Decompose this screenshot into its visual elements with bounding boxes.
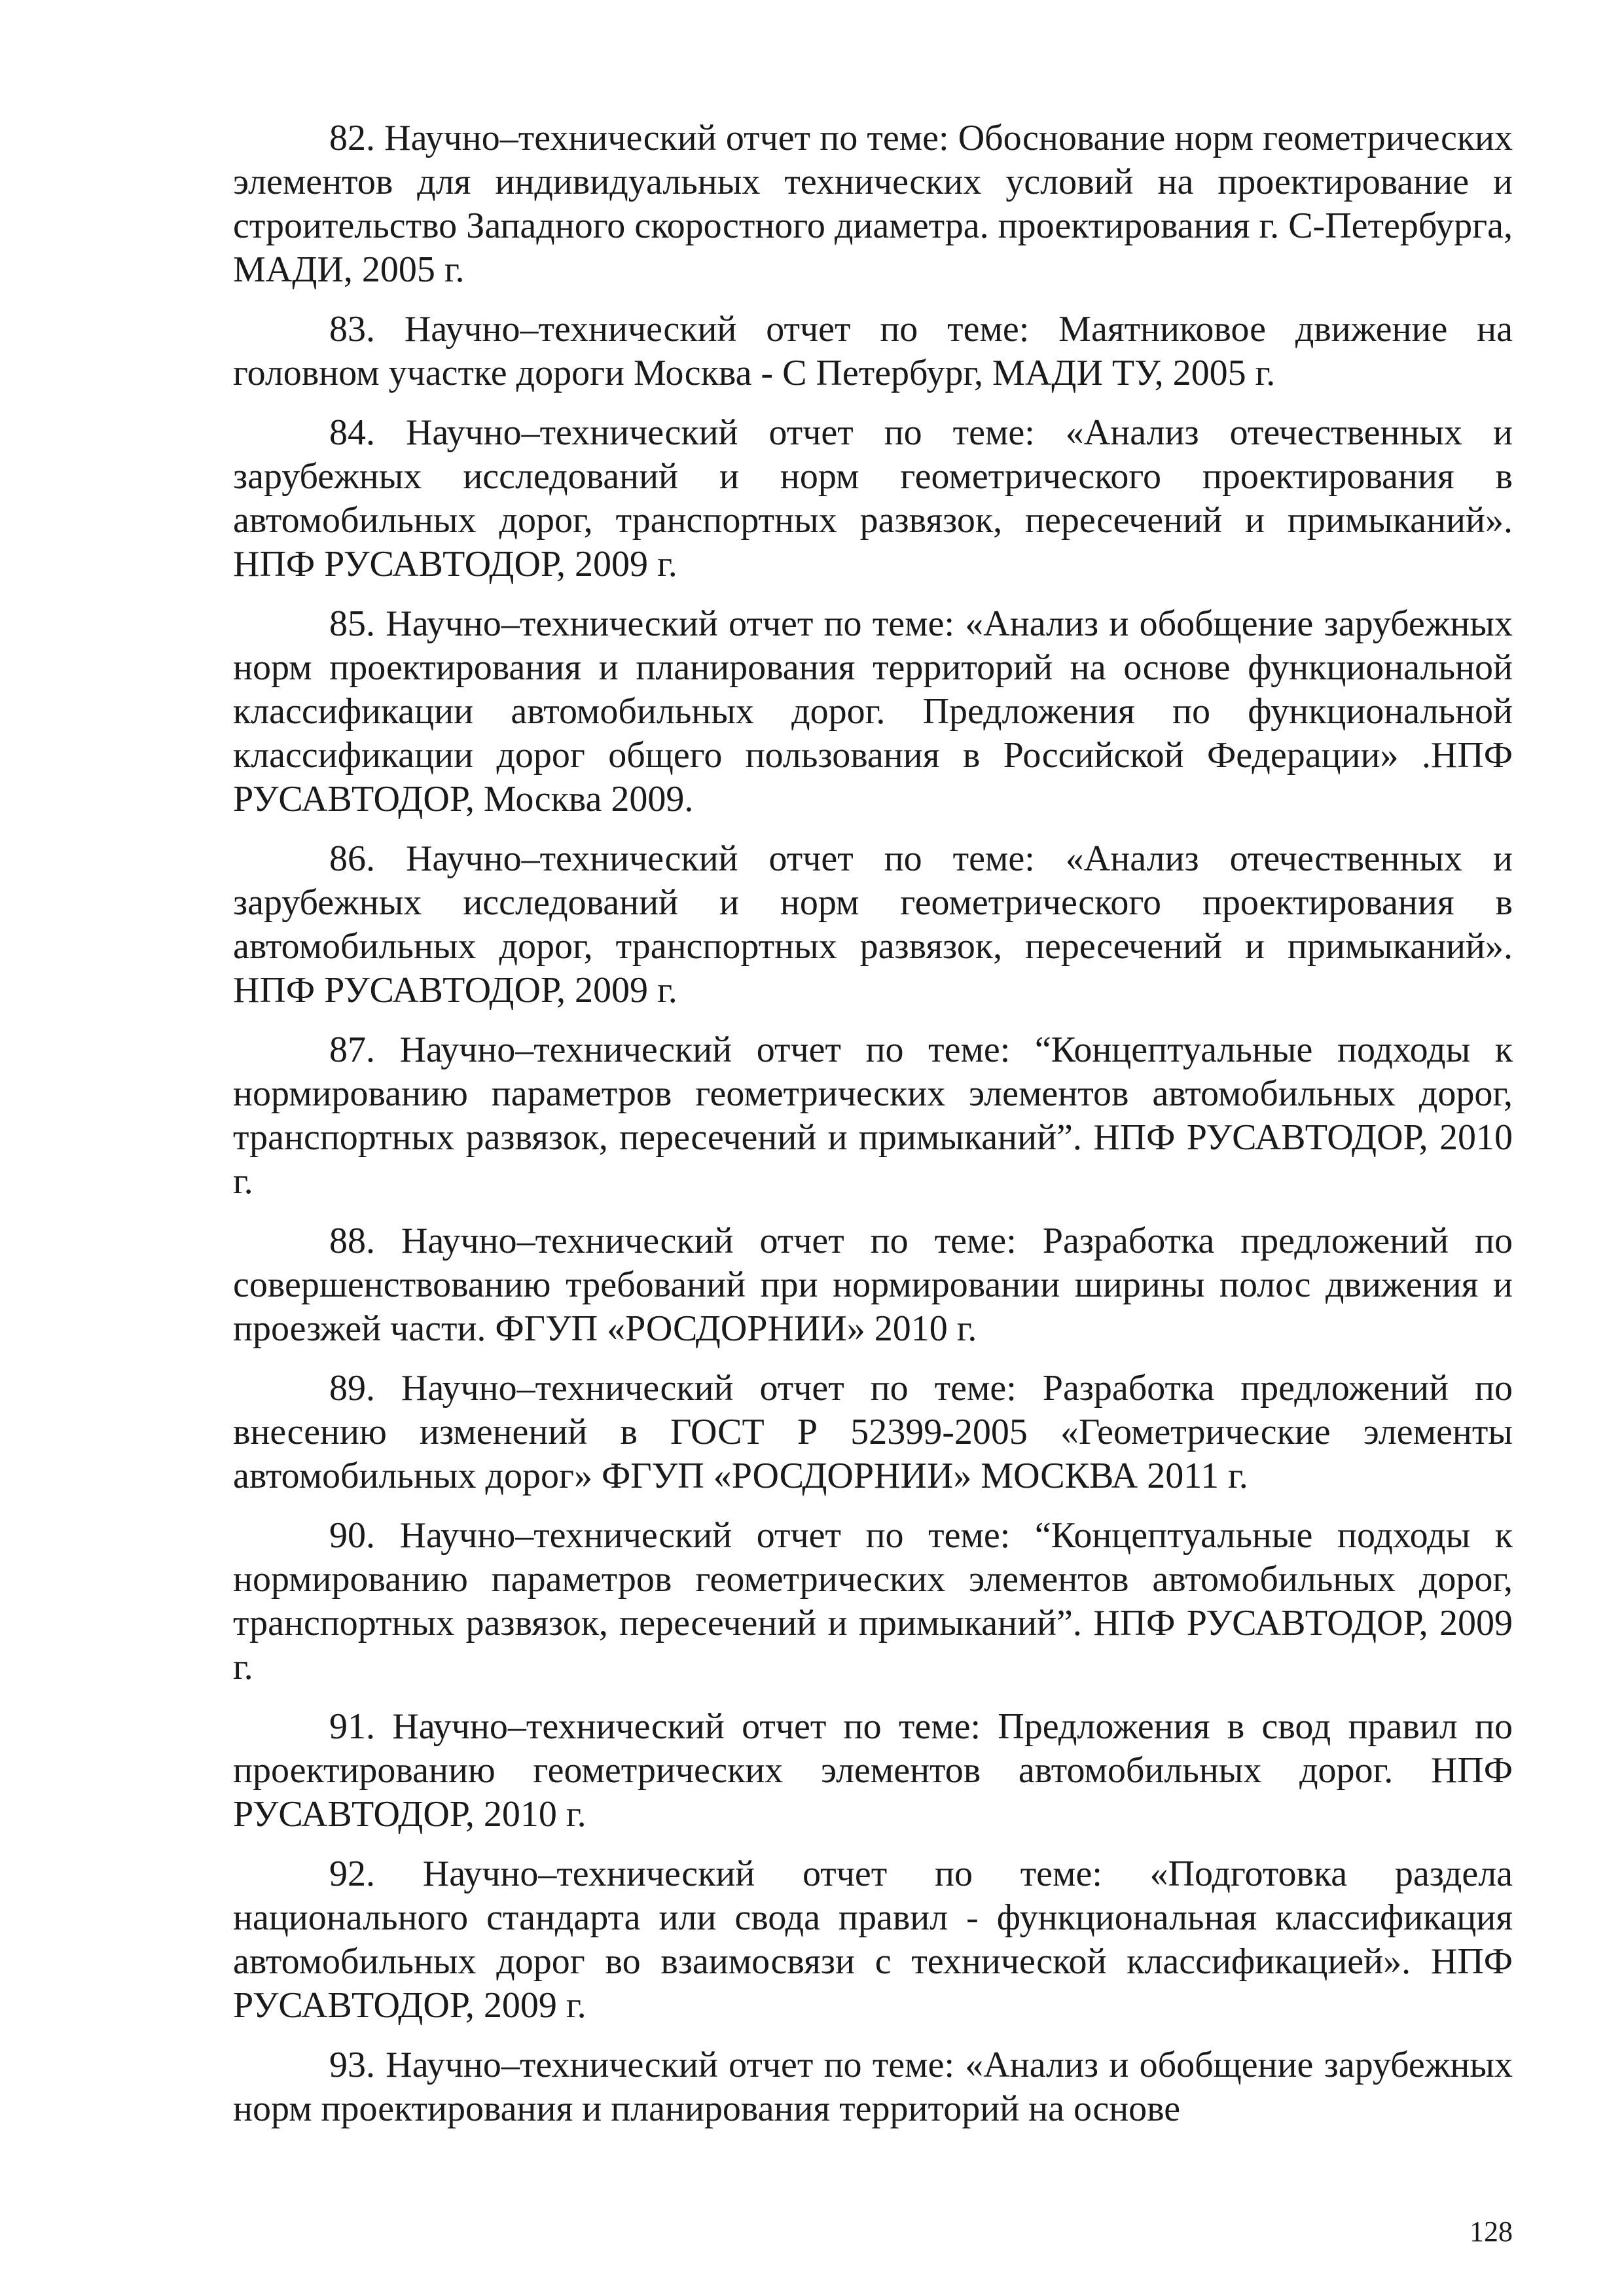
- reference-text: Научно–технический отчет по теме: Обоснование норм геометрических элементов для индивидуальных технических условий на проектирование и строительство Западного скоростного диаметра. проектирования г. С-Петербурга, МАДИ, 2005 г.: [233, 118, 1513, 290]
- reference-entry: [233, 308, 1513, 395]
- reference-number: 83.: [329, 309, 375, 350]
- reference-entry: [233, 1514, 1513, 1689]
- reference-text: Научно–технический отчет по теме: “Концептуальные подходы к нормированию параметров геометрических элементов автомобильных дорог, транспортных развязок, пересечений и примыканий”. НПФ РУСАВТОДОР, 2010 г.: [233, 1030, 1513, 1202]
- reference-number: 89.: [329, 1368, 375, 1408]
- reference-entry: [233, 411, 1513, 586]
- reference-text: Научно–технический отчет по теме: Предложения в свод правил по проектированию геометрических элементов автомобильных дорог. НПФ РУСАВТОДОР, 2010 г.: [233, 1706, 1513, 1835]
- reference-entry: [233, 602, 1513, 821]
- reference-text: Научно–технический отчет по теме: «Анализ и обобщение зарубежных норм проектирования и планирования территорий на основе функциональной классификации автомобильных дорог. Предложения по функциональной классификации дорог общего пользования в Российской Федерации» .НПФ РУСАВТОДОР, Москва 2009.: [233, 603, 1513, 819]
- reference-entry: [233, 117, 1513, 292]
- page-number: 128: [1470, 2215, 1513, 2248]
- reference-text: Научно–технический отчет по теме: «Анализ и обобщение зарубежных норм проектирования и планирования территорий на основе: [233, 2045, 1513, 2129]
- reference-entry: [233, 1852, 1513, 2028]
- reference-number: 88.: [329, 1221, 375, 1261]
- reference-text: Научно–технический отчет по теме: «Анализ отечественных и зарубежных исследований и норм геометрического проектирования в автомобильных дорог, транспортных развязок, пересечений и примыканий». НПФ РУСАВТОДОР, 2009 г.: [233, 412, 1513, 584]
- reference-text: Научно–технический отчет по теме: Маятниковое движение на головном участке дороги Москва - С Петербург, МАДИ ТУ, 2005 г.: [233, 309, 1513, 393]
- reference-text: Научно–технический отчет по теме: «Подготовка раздела национального стандарта или свода правил - функциональная классификация автомобильных дорог во взаимосвязи с технической классификацией». НПФ РУСАВТОДОР, 2009 г.: [233, 1854, 1513, 2026]
- reference-entry: [233, 1367, 1513, 1498]
- reference-number: 93.: [329, 2045, 375, 2085]
- reference-number: 90.: [329, 1515, 375, 1556]
- reference-number: 84.: [329, 412, 375, 453]
- reference-number: 86.: [329, 838, 375, 879]
- reference-entry: [233, 1705, 1513, 1837]
- reference-number: 85.: [329, 603, 375, 644]
- reference-text: Научно–технический отчет по теме: Разработка предложений по совершенствованию требований при нормировании ширины полос движения и проезжей части. ФГУП «РОСДОРНИИ» 2010 г.: [233, 1221, 1513, 1349]
- reference-number: 82.: [329, 118, 375, 158]
- reference-number: 92.: [329, 1854, 375, 1894]
- reference-list: [233, 117, 1513, 2147]
- reference-entry: [233, 837, 1513, 1013]
- reference-number: 91.: [329, 1706, 375, 1747]
- reference-number: 87.: [329, 1030, 375, 1070]
- reference-text: Научно–технический отчет по теме: «Анализ отечественных и зарубежных исследований и норм геометрического проектирования в автомобильных дорог, транспортных развязок, пересечений и примыканий». НПФ РУСАВТОДОР, 2009 г.: [233, 838, 1513, 1011]
- reference-entry: [233, 1028, 1513, 1204]
- reference-entry: [233, 2043, 1513, 2131]
- reference-text: Научно–технический отчет по теме: Разработка предложений по внесению изменений в ГОСТ Р 52399-2005 «Геометрические элементы автомобильных дорог» ФГУП «РОСДОРНИИ» МОСКВА 2011 г.: [233, 1368, 1513, 1496]
- reference-text: Научно–технический отчет по теме: “Концептуальные подходы к нормированию параметров геометрических элементов автомобильных дорог, транспортных развязок, пересечений и примыканий”. НПФ РУСАВТОДОР, 2009 г.: [233, 1515, 1513, 1687]
- reference-entry: [233, 1219, 1513, 1351]
